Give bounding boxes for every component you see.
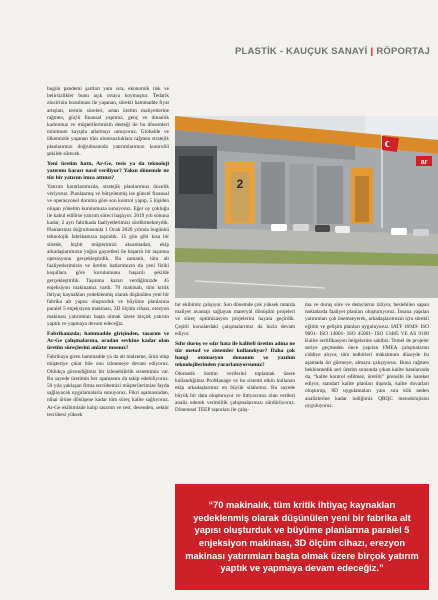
column1-paragraph-1: bugün pandemi şartları yanı sıra, ekonomik risk ve belirsizlikler bunu açık ortaya koymuştur. Tedarik zincirinin bozulması ile yaşanan, sürekli hammadde fiyat artışları, termin süreleri, artan üretim maliyetlerine rağmen, güçlü finansal yapımız, genç ve dinamik kadromuz ve müşterilerimizin desteği ile bu dönemleri minimum kayıpla atlatmayı umuyoruz. Globalde ve ülkemizde yaşanan tüm olumsuzluklara rağmen stratejik planlarımızı doğrultusunda yatırımlarımızı kontrollü şekilde sürecek.: [47, 86, 169, 157]
column2-question-1: Sıfır duruş ve sıfır hata ile kaliteli üretim adına ne tür metod ve sistemler kullanılıyor? Daha çok hangi otomasyon donanım ve yazılım teknolojilerinden yararlanıyorsunuz?: [175, 341, 295, 369]
article-column-2: [175, 302, 295, 478]
column1-paragraph-2: Yatırım kararlarımızda, stratejik planlarımızı öncelik veriyoruz. Planlanmış ve bütçelenmiş ise güncel finansal ve operasyonel duruma göre son kontrol yapıp, 5 kişiden oluşan yönetim kurulumuza sunuyoruz. Eğer oy çokluğu ile kabul edilirse yatırım süreci başlıyor. 2019 yılı sonuna kadar, 2 ayrı fabrikada faaliyetlerimizi sürdürmekteydik. Planlarımız doğrultusunda 1 Ocak 2020 yılında bugünkü teknolojik fabrikamıza taşındık. 15 gün gibi kısa bir sürede, hiçbir müşterimizi aksatmadan, ekip arkadaşlarımızın yoğun gayretleri ile başarılı bir taşınma operasyonu gerçekleştirdik. Bu zamanlı, tüm alt faaliyetlerimizin ve üretim hatlarımızın da yeni fiziki koşullara göre kurulumunu başarılı şekilde gerçekleştirdik. Taşınma kararı verdiğimizde 45 enjeksiyon makinamız vardı. 70 makinalı, tüm kritik ihtiyaç kaynakları yedeklenmiş olarak düşünülen yeni bir fabrika alt yapısı oluşturduk ve büyüme planlarına paralel 5 enjeksiyon makinası, 3D ölçüm cihazı, erezyon makinası yatırımları başta olmak üzere birçok yatırım yaptık ve yapmaya devam edeceğiz.: [47, 184, 169, 327]
article-column-1: [47, 86, 169, 600]
column3-paragraph-1: ma ve duruş süre ve detaylarını izliyor, beslebilen sapan noktalarda faaliyet planları oluşturuyoruz. İnsana yapılan yatırımları çok önemseyerek, arkadaşlarımızın için sürekli eğitim ve gelişim planları uyguluyoruz. IATF 16949- ISO 9001- ISO 14001- ISO 45001- ISO 13485 VE AS 9100 Kalite sertifikasyon belgelerine sahibiz. Temel de projeler seriye geçmeden önce yapılan FMEA çalışmalarını ciddiye alıyor, tüm tedbirleri maksimum düzeyde bu aşamada ön görmeye, almaya çalışıyoruz. Buna rağmen beklenmedik seri üretim sırasında çıkan kalite hatalarında da, “kalite kontrol edilmez, üretilir” prensibi ile hareket ediyor, standart kalite planları dışında, kalite duvarları oluşturup, 8D uygulamaları yanı sıra kök neden analizlerine kadar indiğimiz QRQC metodolojisini uyguluyoruz.: [305, 302, 429, 409]
column1-question-1: Yeni üretim hattı, Ar-Ge, tesis ya da teknoloji yatırımı kararı nasıl veriliyor? Yakın dönemde ne tür bir yatırım imza attınız?: [47, 161, 169, 182]
factory-building-image: [175, 116, 438, 298]
header-separator: |: [370, 45, 374, 57]
column1-paragraph-3: Fabrikaya giren hammadde ya da alt malzeme, ürün olup müşteriye çıkar bile onu izlenmeye devam ediyoruz. Oldukça güvendiğimiz bir izlenebilirlik sistemimiz var. Bu sayede üretimin her aşamasını da takip edebiliyoruz. 50 yıla yaklaşan firma tecrübemizi müşterilerimize fayda sağlayacak uygulamalarla sunuyoruz. Fikri aşamasından, nihai ürüne dönüşene kadar tüm süreç kalite sağlıyoruz. Ar-Ge ekibimizde kalıp tasarım ve test, desenden, sektör tecrübesi yüksek: [47, 354, 169, 418]
factory-photo: [175, 116, 438, 298]
building-number: 2: [236, 177, 244, 191]
header-section: PLASTİK - KAUÇUK SANAYİ: [234, 45, 368, 57]
pull-quote-text: “70 makinalık, tüm kritik ihtiyaç kaynakları yedeklenmiş olarak düşünülen yeni bir fabrika alt yapısı oluşturduk ve büyüme planlarına paralel 5 enjeksiyon makinası, 3D ölçüm cihazı, erezyon makinası yatırımları başta olmak üzere birçok yatırım yaptık ve yapmaya devam edeceğiz.”: [185, 500, 419, 574]
page-header: [234, 42, 438, 60]
column1-question-2: Fabrikanızda; hammadde girişinden, tasarım ve Ar-Ge çalışmalarına, oradan sevkine kadar olan üretim süreçlerini anlatır mısınız?: [47, 331, 169, 352]
article-column-3: [305, 302, 429, 478]
company-logo: ar: [420, 159, 428, 166]
column2-paragraph-2: Otomatik üretim verilerini toplamak üzere kullandığımız ProManage ve bu sistemi etkin kullanan ekip arkadaşlarımız en büyük silahımız. Bu sayede büyük bir data oluşturuyor ve ihtiyacımız olan verileri analiz ederek verimlilik çalışmalarımızı sürdürüyoruz. Dönemsel TEEP raporları ile çalış-: [175, 371, 295, 414]
header-category: RÖPORTAJ: [376, 45, 430, 57]
pull-quote: [175, 484, 429, 590]
column2-paragraph-1: bir ekibimiz çalışıyor. Son dönemde çok yüksek tutarda maliyet avantajı sağlayan materyal dönüşüm projeleri ve süreç optimizasyon projelerini hayata geçirdik. Çeşitli konulardaki çalışmalarımız da hızla devam ediyor.: [175, 302, 295, 337]
